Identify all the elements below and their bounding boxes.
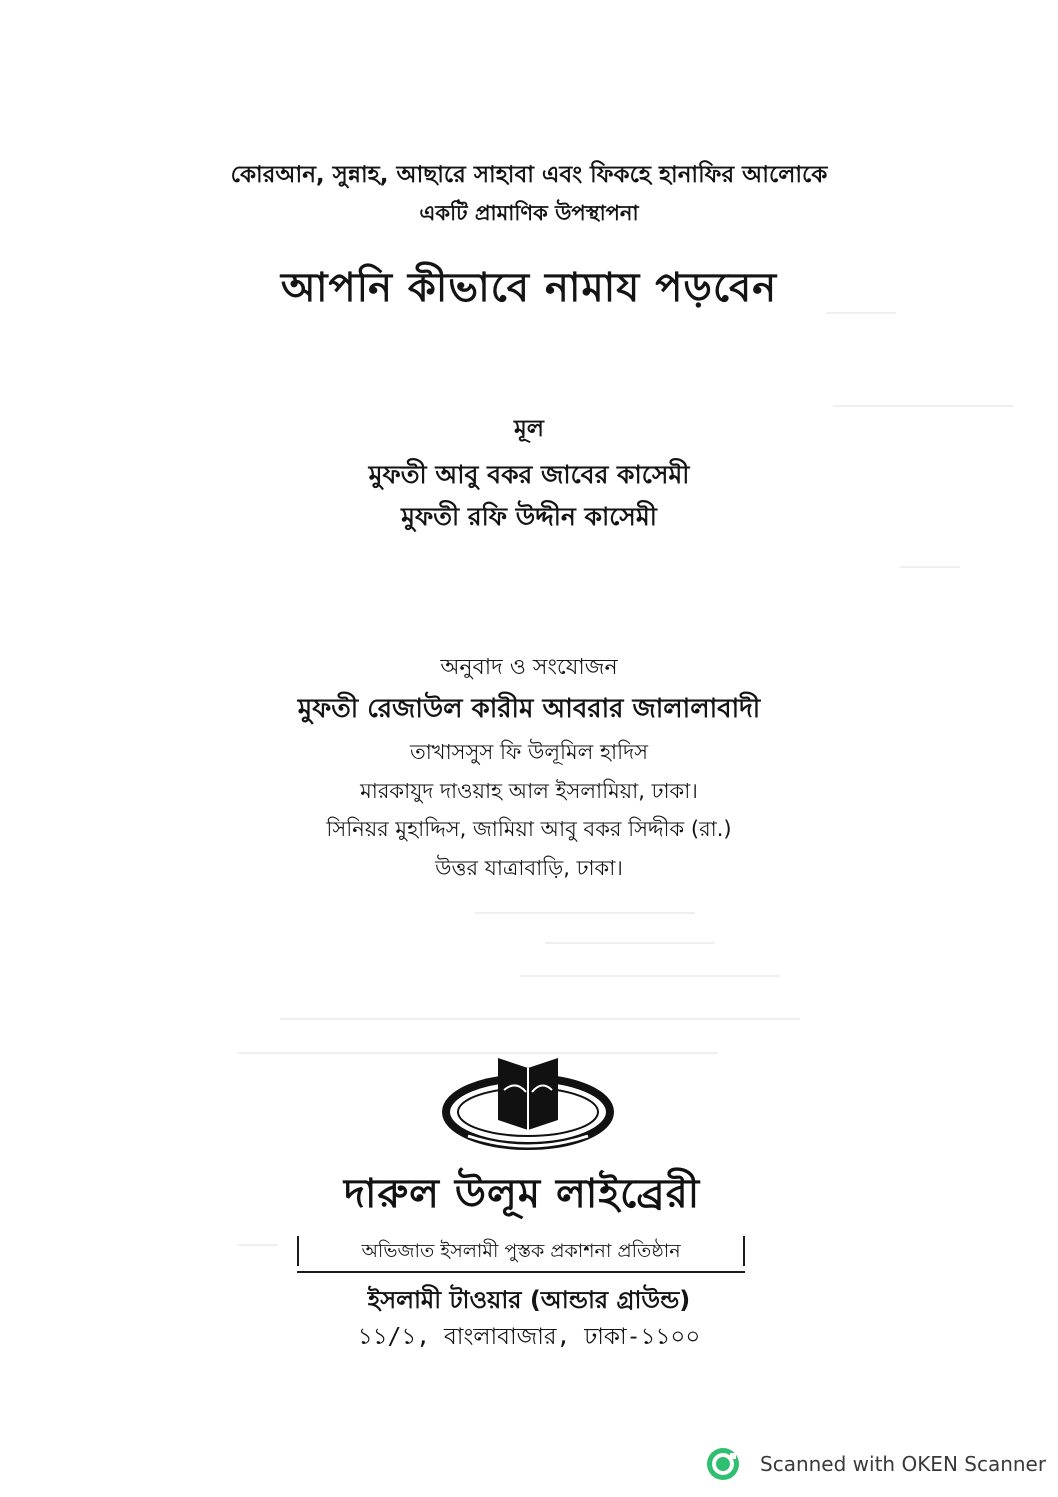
subtitle-line-2: একটি প্রামাণিক উপস্থাপনা xyxy=(419,201,639,225)
bleed-through-mark xyxy=(238,1244,278,1246)
translation-label: অনুবাদ ও সংযোজন xyxy=(440,655,618,680)
publisher-name: দারুল উলূম লাইব্রেরী xyxy=(343,1170,701,1217)
publisher-address-line-1: ইসলামী টাওয়ার (আন্ডার গ্রাউন্ড) xyxy=(367,1286,691,1314)
scanner-watermark xyxy=(706,1446,1046,1482)
bleed-through-mark xyxy=(833,405,1013,407)
bleed-through-mark xyxy=(475,912,695,914)
bleed-through-mark xyxy=(545,942,715,944)
book-title: আপনি কীভাবে নামায পড়বেন xyxy=(280,265,778,311)
translator-name: মুফতী রেজাউল কারীম আবরার জালালাবাদী xyxy=(297,694,761,724)
bleed-through-mark xyxy=(280,1018,800,1020)
bleed-through-mark xyxy=(900,566,960,568)
bleed-through-mark xyxy=(520,975,780,977)
publisher-address-line-2: ১১/১, বাংলাবাজার, ঢাকা-১১০০ xyxy=(357,1324,701,1350)
book-emblem-icon xyxy=(438,1050,618,1162)
subtitle-line-1: কোরআন, সুন্নাহ, আছারে সাহাবা এবং ফিকহে হানাফির আলোকে xyxy=(230,162,828,188)
original-label: মূল xyxy=(514,416,544,442)
author-name: মুফতী রফি উদ্দীন কাসেমী xyxy=(401,502,657,531)
scanner-watermark-text: Scanned with OKEN Scanner xyxy=(760,1452,1047,1476)
translator-credential: উত্তর যাত্রাবাড়ি, ঢাকা। xyxy=(435,856,623,880)
author-name: মুফতী আবু বকর জাবের কাসেমী xyxy=(368,460,690,489)
translator-credential: তাখাসসুস ফি উলূমিল হাদিস xyxy=(409,740,649,764)
publisher-tagline: অভিজাত ইসলামী পুস্তক প্রকাশনা প্রতিষ্ঠান xyxy=(297,1236,745,1266)
translator-credential: সিনিয়র মুহাদ্দিস, জামিয়া আবু বকর সিদ্দীক (রা.) xyxy=(326,817,732,841)
translator-credential: মারকাযুদ দাওয়াহ আল ইসলামিয়া, ঢাকা। xyxy=(360,779,698,803)
tagline-underline xyxy=(297,1271,745,1273)
oken-scanner-icon xyxy=(706,1447,740,1481)
